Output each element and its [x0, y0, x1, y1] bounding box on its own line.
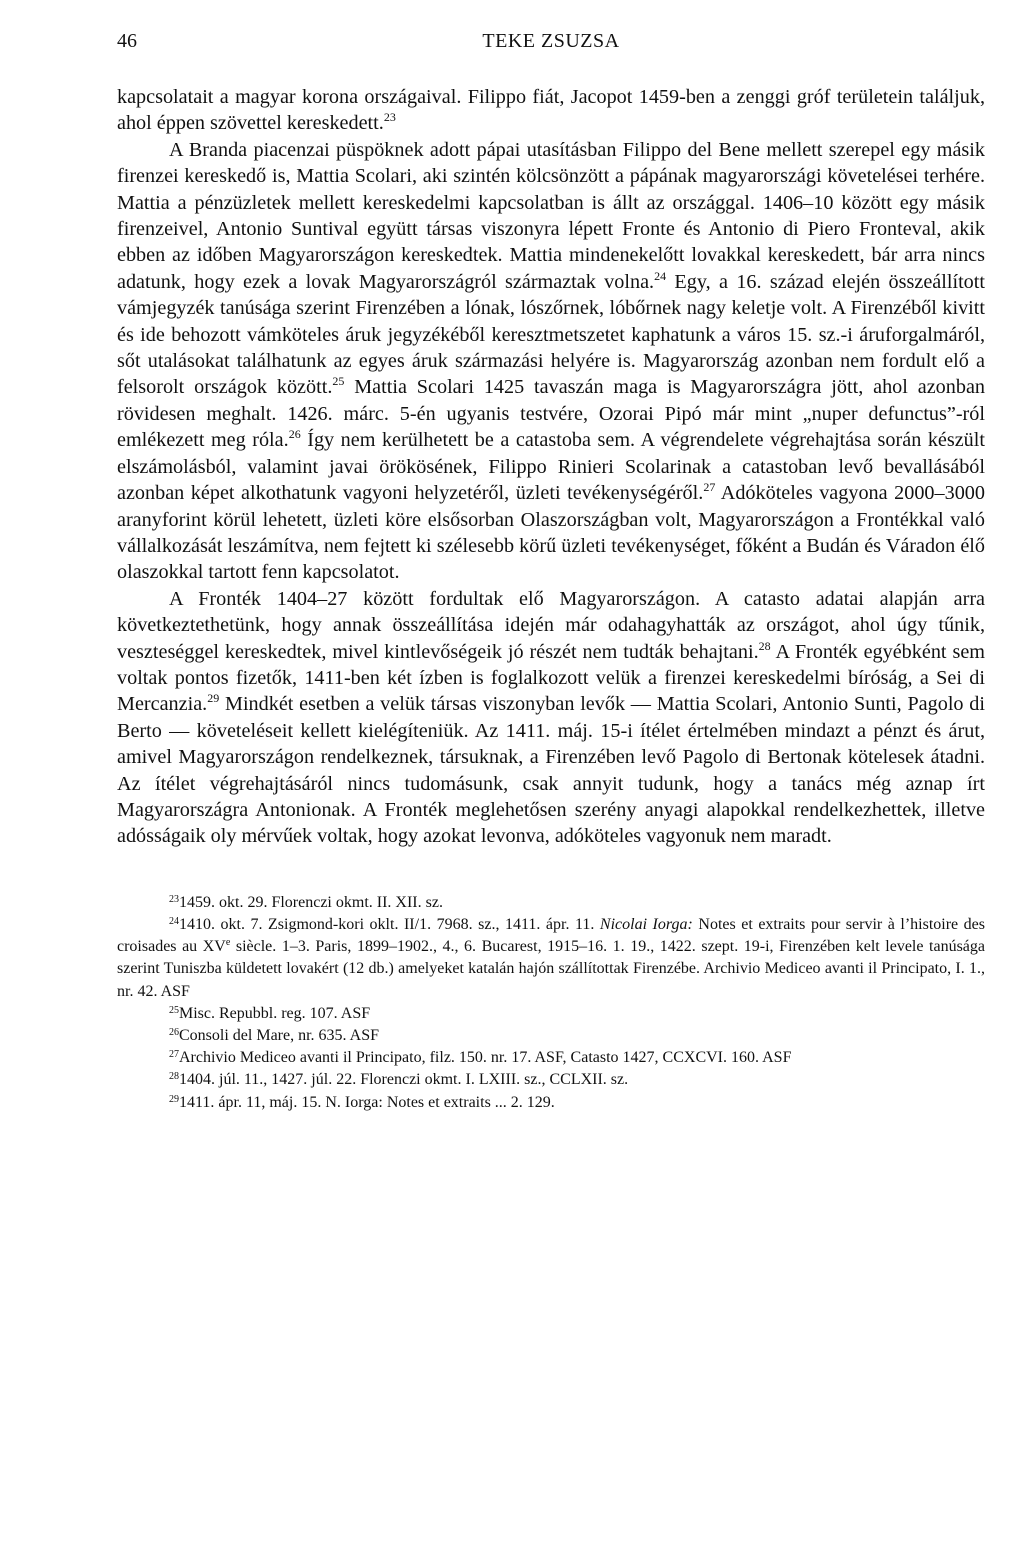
footnote-26 — [117, 1025, 985, 1047]
footnote-ref: 25 — [332, 374, 345, 389]
footnote-text: 1411. ápr. 11, máj. 15. N. Iorga: Notes et extraits ... 2. 129. — [179, 1093, 555, 1111]
footnote-number: 26 — [169, 1027, 179, 1038]
footnote-text: Misc. Repubbl. reg. 107. ASF — [179, 1004, 371, 1022]
paragraph-3 — [117, 586, 985, 850]
paragraph-text: Egy, a 16. század elején összeállított vámjegyzék tanúsága szerint Firenzében a lónak, lószőrnek, lóbőrnek nagy keletje volt. A Firenzéből kivitt és ide behozott vámköteles áruk jegyzékéből keresztmetszetet kaphatunk a város 15. sz.-i áruforgalmáról, sőt utalásokat találhatunk az egyes áruk származási helyére is. Magyarország azonban nem fordult elő a felsorolt országok között. — [117, 270, 985, 399]
paragraph-text: Mattia Scolari 1425 tavaszán maga is Magyarországra jött, ahol azonban rövidesen meghalt. 1426. márc. 5-én ugyanis testvére, Ozorai Pipó már mint „nuper defunctus”-ról emlékezett meg róla. — [117, 376, 985, 452]
page-number: 46 — [117, 30, 137, 52]
footnote-number: 24 — [169, 915, 179, 927]
footnote-ref: 28 — [758, 638, 771, 653]
footnotes — [117, 892, 985, 1114]
footnote-29 — [117, 1092, 985, 1114]
paragraph-1 — [117, 84, 985, 137]
main-text — [117, 84, 985, 850]
footnote-text: Consoli del Mare, nr. 635. ASF — [179, 1027, 380, 1044]
footnote-text: 1459. okt. 29. Florenczi okmt. II. XII. sz. — [179, 893, 443, 911]
footnote-number: 23 — [169, 893, 179, 905]
footnote-23 — [117, 892, 985, 914]
paragraph-text: A Fronték egyébként sem voltak pontos fizetők, 1411-ben két ízben is foglalkozott velük a firenzei kereskedelmi bíróság, a Sei di Mercanzia. — [117, 640, 985, 716]
paragraph-text: Mindkét esetben a velük társas viszonyban levők — Mattia Scolari, Antonio Sunti, Pagolo di Berto — követeléseit kellett kielégíteniük. Az 1411. máj. 15-i ítélet értelmében mindazt a pénzt és árut, amivel Magyarországon rendelkeznek, társuknak, a Firenzében levő Pagolo di Bertonak kötelesek átadni. Az ítélet végrehajtásáról nincs tudomásunk, csak annyit tudunk, hogy a tanács még aznap írt Magyarországra Antonionak. A Fronték meglehetősen szerény anyagi alapokkal rendelkezhettek, illetve adósságaik oly mérvűek voltak, hogy azokat levonva, adóköteles vagyonuk nem maradt. — [117, 693, 985, 848]
paragraph-text: A Fronték 1404–27 között fordultak elő Magyarországon. A catasto adatai alapján arra következtethetünk, hogy annak összeállítása idején már odahagyhatták az országot, ahol úgy tűnik, veszteséggel kereskedtek, mivel kintlevőségeik jó részét nem tudták behajtani. — [117, 587, 985, 663]
footnote-number: 28 — [169, 1071, 179, 1083]
footnote-25 — [117, 1003, 985, 1025]
paragraph-text: Adóköteles vagyona 2000–3000 aranyforint körül lehetett, üzleti köre elsősorban Olaszországban volt, Magyarországon a Frontékkal való vállalkozását leszámítva, nem fejtett ki szélesebb körű üzleti tevékenységet, főként a Budán és Váradon élő olaszokkal tartott fenn kapcsolatot. — [117, 482, 985, 584]
footnote-number: 29 — [169, 1093, 179, 1105]
footnote-28 — [117, 1069, 985, 1091]
footnote-ref: 26 — [288, 427, 301, 442]
footnote-author: Nicolai Iorga: — [599, 915, 693, 933]
footnote-number: 27 — [169, 1049, 179, 1061]
footnote-text: Notes et extraits pour servir à l’histoire des croisades au XV — [117, 915, 985, 956]
footnote-number: 25 — [169, 1004, 179, 1016]
footnote-ref: 24 — [654, 268, 667, 283]
footnote-24 — [117, 914, 985, 1003]
footnote-text: 1404. júl. 11., 1427. júl. 22. Florenczi okmt. I. LXIII. sz., CCLXII. sz. — [179, 1071, 629, 1089]
paragraph-text: Így nem kerülhetett be a catastoba sem. A végrendelete végrehajtása során készült elszámolásból, valamint javai örökösének, Filippo Rinieri Scolarinak a catastoban levő bevallásából azonban képet alkothatunk vagyoni helyzetéről, üzleti tevékenységéről. — [117, 429, 985, 505]
paragraph-text: kapcsolatait a magyar korona országaival. Filippo fiát, Jacopot 1459-ben a zenggi gróf területein találjuk, ahol éppen szövettel kereskedett. — [117, 86, 985, 135]
footnote-ref: 27 — [703, 480, 716, 495]
footnote-ref: 23 — [383, 110, 396, 125]
paragraph-2 — [117, 137, 985, 586]
footnote-text: siècle. 1–3. Paris, 1899–1902., 4., 6. Bucarest, 1915–16. 1. 19., 1422. szept. 19-i, Firenzében kelt levele tanúsága szerint Tuniszba küldetett lovakért (12 db.) amelyeket katalán hajón szállítottak Firenzébe. Archivio Mediceo avanti il Principato, I. 1., nr. 42. ASF — [117, 938, 985, 1000]
footnote-27 — [117, 1047, 985, 1069]
page — [117, 30, 985, 1114]
footnote-text: 1410. okt. 7. Zsigmond-kori oklt. II/1. 7968. sz., 1411. ápr. 11. — [179, 915, 600, 933]
footnote-ref: 29 — [207, 691, 220, 706]
paragraph-text: A Branda piacenzai püspöknek adott pápai utasításban Filippo del Bene mellett szerepel egy másik firenzei kereskedő is, Mattia Scolari, aki szintén kölcsönzött a pápának magyarországi követelései terhére. Mattia a pénzüzletek mellett kereskedelmi kapcsolatban is állt az országgal. 1406–10 között egy másik firenzeivel, Antonio Suntival együtt társas viszonyra lépett Fronte és Antonio di Piero Fronteval, akik ebben az időben Magyarországon kereskedtek. Mattia mindenekelőtt lovakkal kereskedett, bár arra nincs adatunk, hogy ezek a lovak Magyarországról származtak volna. — [117, 138, 985, 293]
footnote-text: Archivio Mediceo avanti il Principato, filz. 150. nr. 17. ASF, Catasto 1427, CCXCVI. 160. ASF — [179, 1049, 792, 1067]
running-title: TEKE ZSUZSA — [482, 30, 620, 52]
page-header — [117, 30, 985, 60]
century-superscript: e — [225, 937, 231, 949]
